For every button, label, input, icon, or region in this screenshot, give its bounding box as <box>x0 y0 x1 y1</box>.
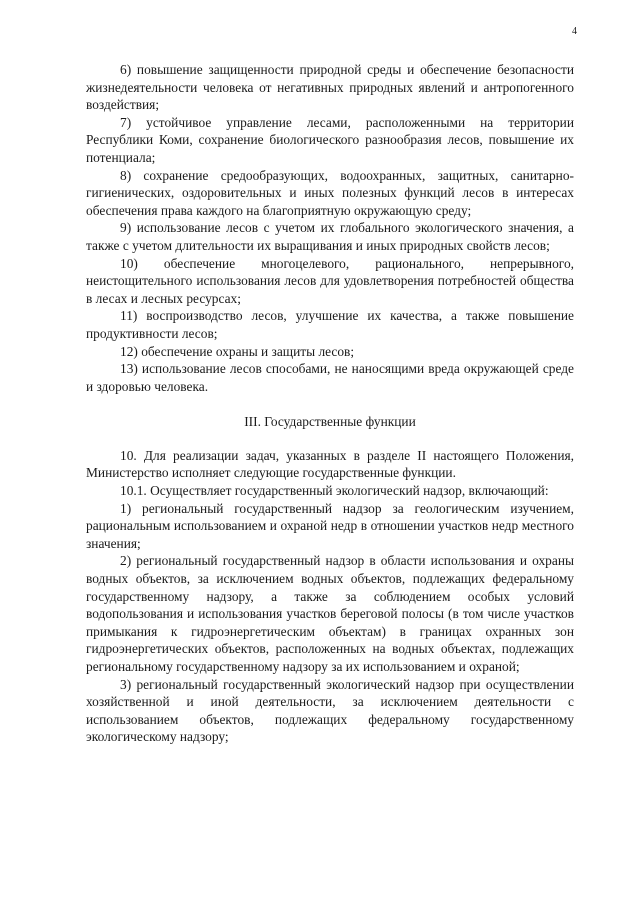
section-subitem-2: 2) региональный государственный надзор в области использования и охраны водных объектов, за исключением водных объектов, подлежащих федеральному государственному надзору, а также за соблюдением особых условий водопользования и использования участков береговой полосы (в том числе участков примыкания к гидроэнергетическим объектам) в границах охранных зон гидроэнергетических объектов, расположенных на водных объектах, подлежащих региональному государственному надзору за их использованием и охраной; <box>86 553 574 674</box>
page-number: 4 <box>572 26 577 37</box>
list-item-13: 13) использование лесов способами, не наносящими вреда окружающей среде и здоровью человека. <box>86 361 574 394</box>
section-paragraph-10: 10. Для реализации задач, указанных в разделе II настоящего Положения, Министерство исполняет следующие государственные функции. <box>86 447 574 481</box>
section-subitem-1: 1) региональный государственный надзор за геологическим изучением, рациональным использованием и охраной недр в отношении участков недр местного значения; <box>86 500 574 551</box>
list-item-6: 6) повышение защищенности природной среды и обеспечение безопасности жизнедеятельности человека от негативных природных явлений и антропогенного воздействия; <box>86 62 574 113</box>
list-item-7: 7) устойчивое управление лесами, расположенными на территории Республики Коми, сохранение биологического разнообразия лесов, повышение их потенциала; <box>86 114 574 165</box>
list-item-10: 10) обеспечение многоцелевого, рационального, непрерывного, неистощительного использования лесов для удовлетворения потребностей общества в лесах и лесных ресурсах; <box>86 255 574 306</box>
list-item-8: 8) сохранение средообразующих, водоохранных, защитных, санитарно-гигиенических, оздоровительных и иных полезных функций лесов в интересах обеспечения права каждого на благоприятную окружающую среду; <box>86 167 574 218</box>
list-item-11: 11) воспроизводство лесов, улучшение их качества, а также повышение продуктивности лесов; <box>86 308 574 341</box>
section-heading: III. Государственные функции <box>244 414 416 430</box>
list-item-12: 12) обеспечение охраны и защиты лесов; <box>120 343 355 359</box>
document-body <box>86 61 574 746</box>
list-item-9: 9) использование лесов с учетом их глобального экологического значения, а также с учетом длительности их выращивания и иных природных свойств лесов; <box>86 220 574 253</box>
section-subitem-3: 3) региональный государственный экологический надзор при осуществлении хозяйственной и иной деятельности, за исключением деятельности с использованием объектов, подлежащих федеральному государственному экологическому надзору; <box>86 676 574 745</box>
section-paragraph-10-1: 10.1. Осуществляет государственный экологический надзор, включающий: <box>120 483 549 499</box>
